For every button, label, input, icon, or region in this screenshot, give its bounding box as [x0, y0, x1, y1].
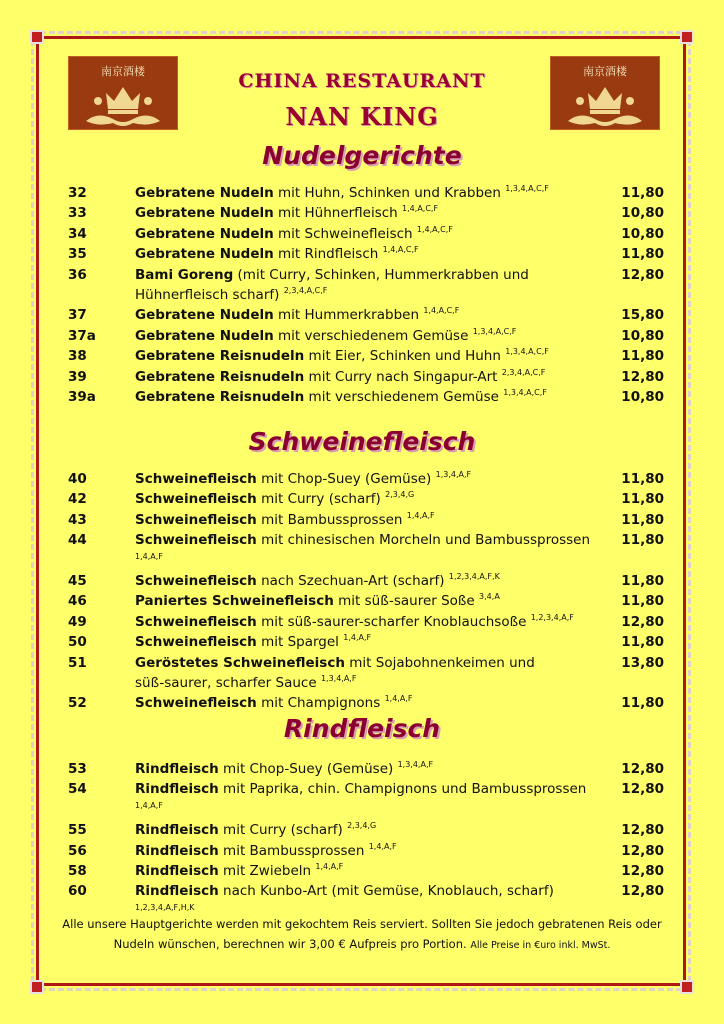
item-name: Paniertes Schweinefleisch	[135, 593, 334, 610]
item-description	[135, 326, 604, 346]
item-details: mit Schweinefleisch	[273, 225, 413, 242]
item-allergens: 1,3,4,A,F	[435, 470, 472, 479]
item-allergens: 1,3,4,A,C,F	[505, 347, 549, 357]
item-details: mit Bambussprossen	[218, 842, 365, 859]
item-number: 38	[68, 348, 87, 365]
item-price: 11,80	[621, 573, 664, 590]
item-allergens: 1,4,A,C,F	[382, 245, 419, 255]
item-price: 12,80	[621, 266, 664, 283]
item-description	[135, 367, 604, 387]
item-allergens: 3,4,A	[479, 592, 500, 602]
item-allergens: 1,3,4,A,C,F	[503, 388, 547, 398]
item-details: nach Kunbo-Art (mit Gemüse, Knoblauch, scharf)	[218, 883, 554, 900]
menu-item	[68, 861, 664, 881]
item-number: 54	[68, 781, 87, 798]
item-name: Schweinefleisch	[135, 573, 257, 590]
section-heading-schweinefleisch: Schweinefleisch	[248, 427, 476, 456]
item-allergens: 1,3,4,A,F	[320, 674, 357, 684]
item-details: mit verschiedenem Gemüse	[273, 327, 469, 344]
item-name: Gebratene Nudeln	[135, 246, 274, 263]
menu-item	[68, 183, 664, 203]
item-details: mit Hühnerfleisch	[273, 205, 398, 222]
item-allergens: 2,3,4,G	[385, 490, 415, 500]
item-details: (mit Curry, Schinken, Hummerkrabben und Hühnerfleisch scharf)	[135, 266, 529, 304]
footer-price-note: Alle Preise in €uro inkl. MwSt.	[470, 940, 611, 951]
item-number: 33	[68, 205, 87, 222]
item-number: 45	[68, 573, 87, 590]
item-details: mit Champignons	[256, 695, 381, 712]
item-allergens: 1,4,A,F	[406, 510, 435, 520]
item-number: 50	[68, 634, 87, 651]
item-price: 12,80	[621, 842, 664, 859]
item-price: 12,80	[621, 761, 664, 777]
menu-item	[68, 203, 664, 223]
item-details: mit Eier, Schinken und Huhn	[304, 348, 501, 365]
item-number: 53	[68, 761, 87, 777]
corner-ornament-icon	[680, 30, 694, 44]
item-name: Gebratene Reisnudeln	[135, 368, 305, 385]
item-allergens: 1,4,A,F	[135, 800, 163, 810]
item-price: 11,80	[621, 471, 664, 487]
item-price: 11,80	[621, 634, 664, 651]
item-details: mit Curry (scharf)	[256, 491, 381, 508]
item-details: mit Huhn, Schinken und Krabben	[273, 185, 501, 201]
menu-item	[68, 367, 664, 387]
item-description	[135, 224, 604, 244]
item-allergens: 2,3,4,A,C,F	[501, 367, 546, 377]
item-number: 32	[68, 185, 87, 201]
item-details: mit süß-saurer Soße	[333, 593, 475, 610]
menu-item	[68, 779, 664, 820]
item-number: 39	[68, 368, 87, 385]
menu-list-rindfleisch	[68, 759, 664, 922]
item-name: Rindfleisch	[135, 842, 219, 859]
item-description	[135, 759, 604, 779]
item-details: mit Zwiebeln	[218, 863, 312, 880]
item-number: 39a	[68, 389, 96, 406]
item-name: Schweinefleisch	[135, 511, 257, 528]
item-details: mit Sojabohnenkeimen und süß-saurer, scharfer Sauce	[135, 654, 535, 692]
item-allergens: 1,4,A,F	[343, 633, 372, 643]
item-price: 10,80	[621, 327, 664, 344]
item-description	[135, 693, 604, 713]
item-number: 60	[68, 883, 87, 900]
item-name: Rindfleisch	[135, 822, 219, 839]
item-description	[135, 203, 604, 223]
item-price: 10,80	[621, 389, 664, 406]
item-allergens: 2,3,4,G	[347, 821, 377, 831]
item-number: 37a	[68, 327, 96, 344]
item-number: 37	[68, 307, 87, 324]
item-name: Rindfleisch	[135, 761, 219, 777]
item-name: Schweinefleisch	[135, 634, 257, 651]
item-description	[135, 591, 604, 611]
menu-item	[68, 693, 664, 713]
item-number: 35	[68, 246, 87, 263]
item-details: mit verschiedenem Gemüse	[304, 389, 499, 406]
item-description	[135, 346, 604, 366]
item-description	[135, 265, 604, 306]
menu-item	[68, 632, 664, 652]
restaurant-subtitle: CHINA RESTAURANT	[238, 70, 486, 92]
section-heading-rindfleisch: Rindfleisch	[283, 714, 441, 743]
item-allergens: 1,3,4,A,F	[397, 760, 434, 769]
item-description	[135, 571, 604, 591]
item-price: 12,80	[621, 883, 664, 900]
item-details: mit Chop-Suey (Gemüse)	[256, 471, 432, 487]
menu-item	[68, 244, 664, 264]
corner-ornament-icon	[30, 30, 44, 44]
item-description	[135, 530, 604, 571]
item-description	[135, 387, 604, 407]
item-price: 11,80	[621, 532, 664, 549]
item-number: 51	[68, 654, 87, 671]
item-price: 13,80	[621, 654, 664, 671]
item-name: Rindfleisch	[135, 863, 219, 880]
item-number: 55	[68, 822, 87, 839]
item-name: Rindfleisch	[135, 781, 219, 798]
item-number: 44	[68, 532, 87, 549]
item-description	[135, 653, 604, 694]
footer-text: Alle unsere Hauptgerichte werden mit gekochtem Reis serviert. Sollten Sie jedoch gebratenen Reis oder Nudeln wünschen, berechnen wir 3,00 € Aufpreis pro Portion.	[62, 917, 662, 951]
item-details: mit Bambussprossen	[256, 511, 403, 528]
item-name: Rindfleisch	[135, 883, 219, 900]
item-allergens: 1,4,A,F	[368, 841, 397, 851]
item-name: Gebratene Reisnudeln	[135, 348, 305, 365]
item-description	[135, 305, 604, 325]
item-number: 34	[68, 225, 87, 242]
item-name: Gebratene Reisnudeln	[135, 389, 305, 406]
menu-item	[68, 387, 664, 407]
item-price: 11,80	[621, 511, 664, 528]
item-name: Gebratene Nudeln	[135, 307, 274, 324]
item-name: Bami Goreng	[135, 266, 234, 283]
item-name: Schweinefleisch	[135, 471, 257, 487]
corner-ornament-icon	[30, 980, 44, 994]
item-number: 36	[68, 266, 87, 283]
item-name: Gebratene Nudeln	[135, 225, 274, 242]
item-description	[135, 244, 604, 264]
item-number: 49	[68, 613, 87, 630]
item-allergens: 1,4,A,C,F	[416, 224, 453, 234]
menu-item	[68, 265, 664, 306]
item-details: mit Curry nach Singapur-Art	[304, 368, 498, 385]
logo-chinese-text: 南京酒楼	[101, 65, 145, 78]
item-details: nach Szechuan-Art (scharf)	[256, 573, 445, 590]
item-price: 11,80	[621, 491, 664, 508]
item-name: Schweinefleisch	[135, 532, 257, 549]
item-price: 10,80	[621, 225, 664, 242]
menu-item	[68, 591, 664, 611]
menu-item	[68, 841, 664, 861]
item-number: 56	[68, 842, 87, 859]
item-description	[135, 861, 604, 881]
menu-item	[68, 612, 664, 632]
item-name: Gebratene Nudeln	[135, 205, 274, 222]
item-allergens: 1,2,3,4,A,F	[530, 612, 574, 622]
item-description	[135, 632, 604, 652]
item-description	[135, 489, 604, 509]
item-allergens: 2,3,4,A,C,F	[283, 286, 328, 296]
item-description	[135, 820, 604, 840]
menu-item	[68, 510, 664, 530]
menu-item	[68, 346, 664, 366]
item-price: 12,80	[621, 613, 664, 630]
menu-list-schweinefleisch	[68, 469, 664, 714]
logo-chinese-text: 南京酒楼	[583, 65, 627, 78]
item-name: Schweinefleisch	[135, 491, 257, 508]
corner-ornament-icon	[680, 980, 694, 994]
item-allergens: 1,4,A,C,F	[402, 204, 439, 214]
item-details: mit Paprika, chin. Champignons und Bambussprossen	[218, 781, 587, 798]
menu-item	[68, 820, 664, 840]
item-details: mit süß-saurer-scharfer Knoblauchsoße	[256, 613, 527, 630]
item-number: 58	[68, 863, 87, 880]
footer-note	[60, 914, 664, 956]
item-description	[135, 779, 604, 820]
item-allergens: 1,4,A,F	[135, 551, 163, 561]
menu-item	[68, 224, 664, 244]
menu-list-nudelgerichte	[68, 183, 664, 407]
item-name: Gebratene Nudeln	[135, 185, 274, 201]
item-allergens: 1,4,A,F	[315, 862, 344, 872]
menu-item	[68, 489, 664, 509]
menu-item	[68, 326, 664, 346]
item-price: 10,80	[621, 205, 664, 222]
item-price: 11,80	[621, 695, 664, 712]
menu-item	[68, 469, 664, 489]
item-description	[135, 510, 604, 530]
menu-item	[68, 759, 664, 779]
item-description	[135, 469, 604, 489]
item-number: 42	[68, 491, 87, 508]
item-number: 40	[68, 471, 87, 487]
item-price: 11,80	[621, 593, 664, 610]
item-allergens: 1,3,4,A,C,F	[472, 326, 517, 336]
item-price: 11,80	[621, 348, 664, 365]
item-details: mit Chop-Suey (Gemüse)	[218, 761, 394, 777]
item-details: mit chinesischen Morcheln und Bambussprossen	[256, 532, 591, 549]
item-allergens: 1,4,A,C,F	[423, 306, 460, 316]
item-price: 12,80	[621, 863, 664, 880]
item-number: 43	[68, 511, 87, 528]
item-price: 12,80	[621, 781, 664, 798]
item-details: mit Rindfleisch	[273, 246, 379, 263]
item-number: 52	[68, 695, 87, 712]
item-allergens: 1,4,A,F	[384, 694, 413, 704]
item-price: 12,80	[621, 368, 664, 385]
restaurant-name: NAN KING	[285, 102, 439, 131]
item-details: mit Spargel	[256, 634, 339, 651]
item-allergens: 1,3,4,A,C,F	[505, 184, 549, 193]
item-description	[135, 612, 604, 632]
item-description	[135, 841, 604, 861]
menu-item	[68, 571, 664, 591]
item-price: 11,80	[621, 185, 664, 201]
item-name: Gebratene Nudeln	[135, 327, 274, 344]
item-name: Schweinefleisch	[135, 613, 257, 630]
item-allergens: 1,2,3,4,A,F,K	[448, 572, 500, 582]
section-heading-nudelgerichte: Nudelgerichte	[262, 141, 462, 170]
item-price: 15,80	[621, 307, 664, 324]
item-allergens: 1,2,3,4,A,F,H,K	[135, 902, 195, 912]
item-name: Geröstetes Schweinefleisch	[135, 654, 345, 671]
menu-item	[68, 530, 664, 571]
item-price: 11,80	[621, 246, 664, 263]
item-name: Schweinefleisch	[135, 695, 257, 712]
item-price: 12,80	[621, 822, 664, 839]
menu-item	[68, 653, 664, 694]
item-description	[135, 183, 604, 203]
item-number: 46	[68, 593, 87, 610]
item-details: mit Hummerkrabben	[273, 307, 420, 324]
menu-item	[68, 305, 664, 325]
item-details: mit Curry (scharf)	[218, 822, 343, 839]
